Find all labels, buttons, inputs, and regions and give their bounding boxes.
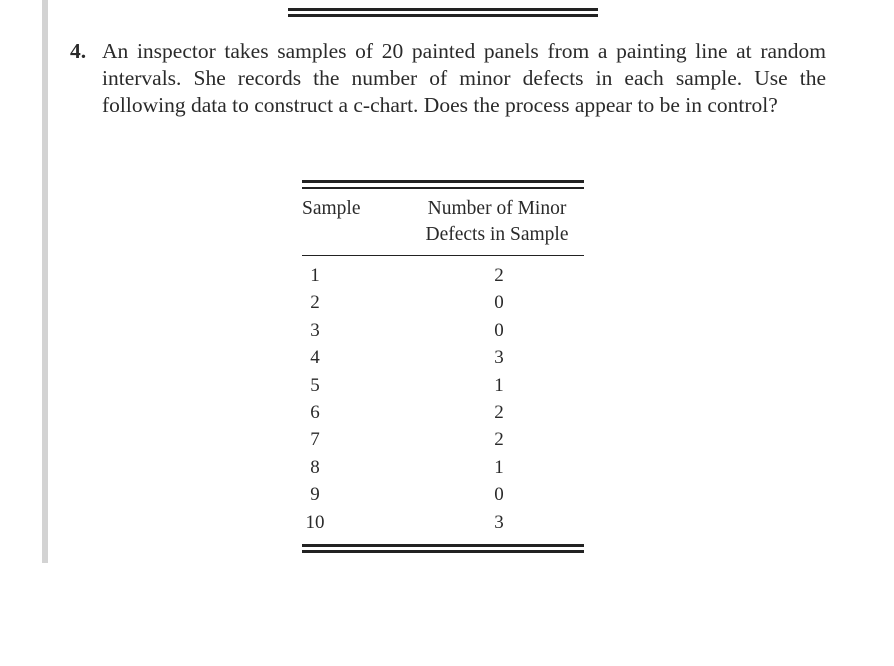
column-header-defects-line2: Defects in Sample (425, 224, 569, 245)
sample-cell: 10 (305, 511, 325, 533)
problem-text: An inspector takes samples of 20 painted panels from a painting line at random intervals. She records the number of minor defects in each sample. Use the following data to construct a c-chart. Does the process appear to be in control? (102, 39, 826, 117)
defects-cell: 3 (494, 347, 504, 369)
defects-cell: 3 (494, 511, 504, 533)
sample-cell: 2 (310, 292, 320, 314)
sample-cell: 8 (310, 456, 320, 478)
sample-cell: 4 (310, 347, 320, 369)
sample-cell: 1 (310, 265, 320, 286)
table-header-rule (302, 255, 584, 256)
table-row (302, 372, 584, 399)
defects-cell: 2 (494, 429, 504, 451)
table-row (302, 454, 584, 481)
defects-cell: 1 (494, 374, 504, 396)
defects-cell: 2 (494, 265, 504, 286)
defects-cell: 2 (494, 401, 504, 423)
problem-block (70, 38, 826, 119)
defects-cell: 0 (494, 319, 504, 341)
table-row (302, 317, 584, 344)
page-margin-bar (42, 0, 48, 563)
defects-cell: 0 (494, 292, 504, 314)
table-bottom-rule (302, 544, 584, 553)
table-row (302, 481, 584, 508)
table-row (302, 344, 584, 371)
sample-cell: 7 (310, 429, 320, 451)
table-top-rule (302, 180, 584, 189)
sample-cell: 5 (310, 374, 320, 396)
table-body (302, 262, 584, 536)
defects-cell: 1 (494, 456, 504, 478)
table-row (302, 262, 584, 289)
sample-cell: 6 (310, 401, 320, 423)
section-top-rule (288, 8, 598, 17)
table-row (302, 426, 584, 453)
table-row (302, 289, 584, 316)
table-row (302, 399, 584, 426)
column-header-defects (406, 196, 588, 248)
column-header-defects-line1: Number of Minor (427, 198, 567, 219)
problem-number: 4. (70, 39, 87, 63)
column-header-sample: Sample (302, 198, 361, 219)
table-row (302, 509, 584, 536)
defects-cell: 0 (494, 484, 504, 506)
sample-cell: 9 (310, 484, 320, 506)
sample-cell: 3 (310, 319, 320, 341)
